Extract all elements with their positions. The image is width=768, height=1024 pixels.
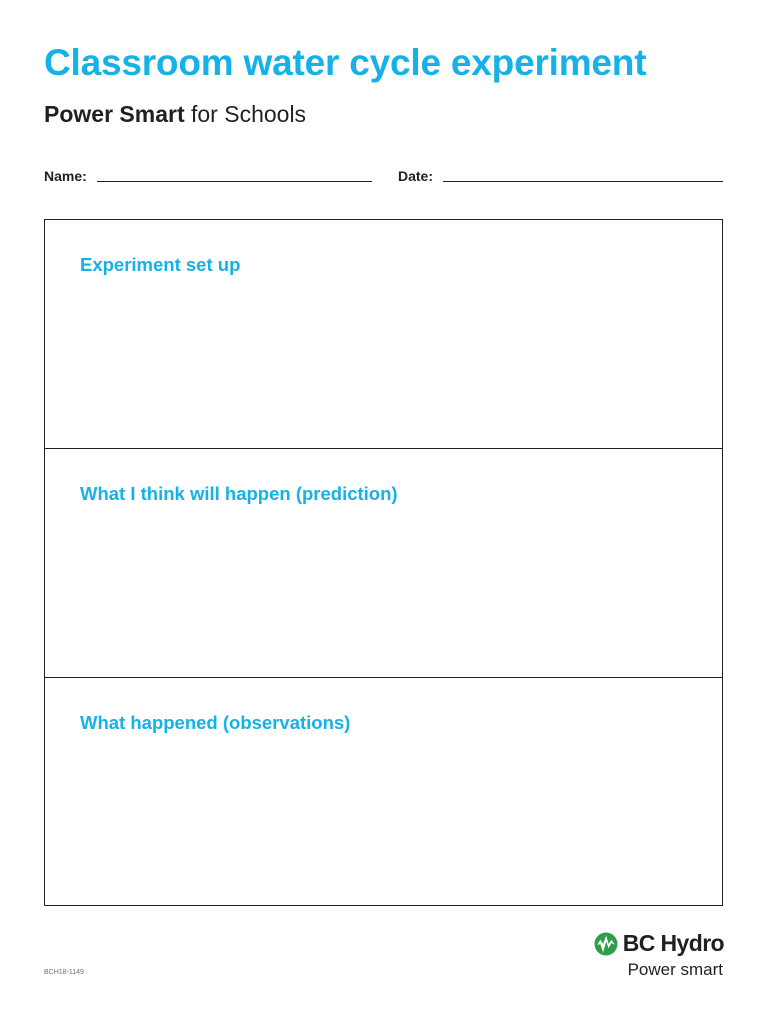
date-field[interactable] [398,163,723,185]
brand-lockup [594,930,724,957]
subtitle-suffix: for Schools [191,101,307,127]
section-heading: Experiment set up [80,254,241,275]
page-title: Classroom water cycle experiment [44,42,647,83]
section-heading: What happened (observations) [80,712,351,733]
worksheet-sections [44,219,723,906]
bc-hydro-lightning-logo-icon [594,932,618,956]
bc-hydro-brand [570,926,724,982]
brand-tagline: Power smart [627,960,723,979]
page-subtitle [44,101,306,128]
section-prediction[interactable] [45,449,722,678]
document-code: BCH18-1149 [44,969,84,976]
date-label: Date: [398,168,434,184]
date-line[interactable] [443,181,723,182]
section-setup[interactable] [45,220,722,449]
name-label: Name: [44,168,87,184]
section-observations[interactable] [45,678,722,907]
name-field[interactable] [44,163,372,185]
section-heading: What I think will happen (prediction) [80,483,398,504]
name-line[interactable] [97,181,372,182]
brand-name: BC Hydro [622,930,724,956]
subtitle-brand: Power Smart [44,101,185,127]
